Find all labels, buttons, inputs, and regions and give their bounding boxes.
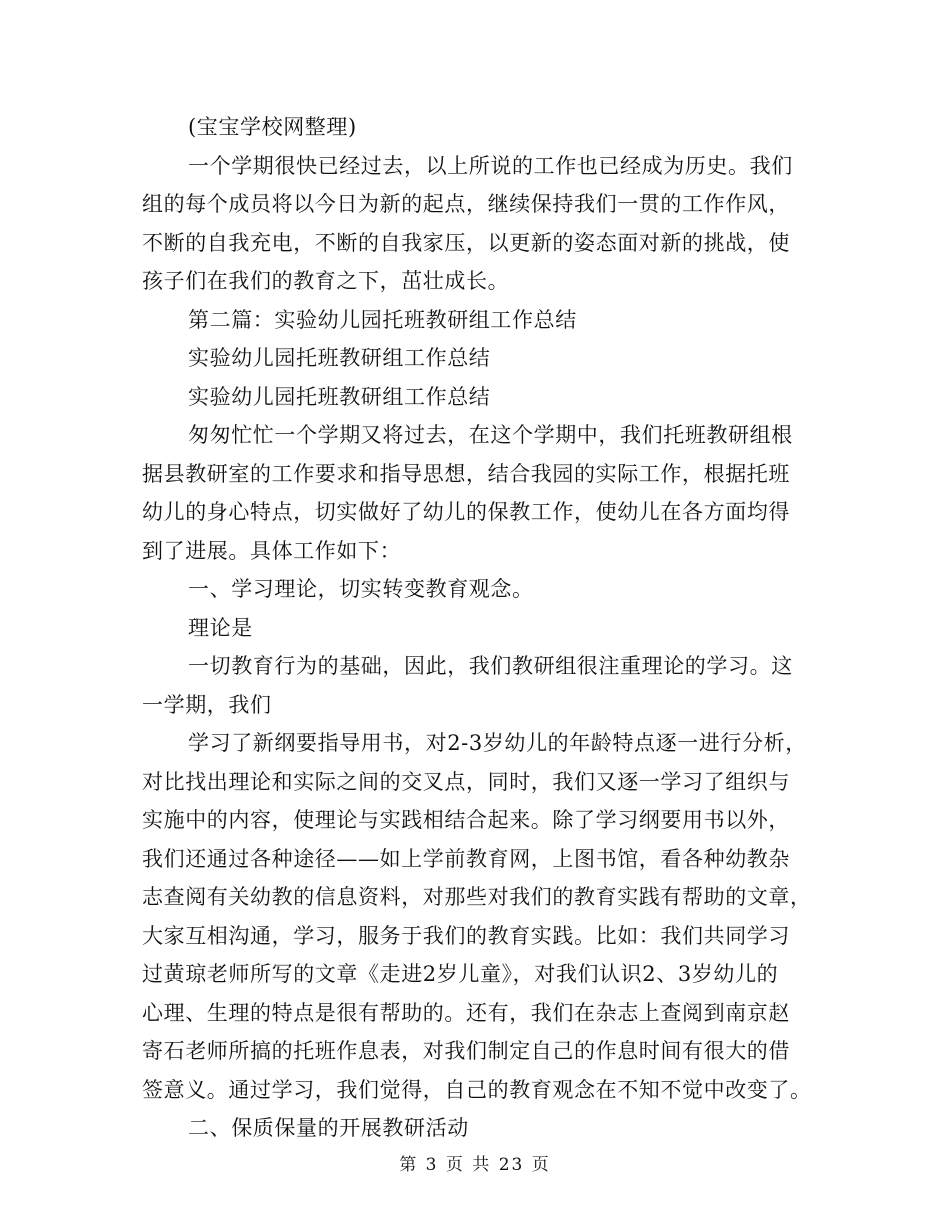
text-line: 签意义。通过学习，我们觉得，自己的教育观念在不知不觉中改变了。: [142, 1077, 812, 1102]
document-body: [142, 108, 812, 1148]
text-line: 实验幼儿园托班教研组工作总结: [188, 346, 491, 370]
text-line: 组的每个成员将以今日为新的起点，继续保持我们一贯的工作作风，: [142, 192, 790, 216]
text-line: 一、学习理论，切实转变教育观念。: [188, 577, 534, 601]
text-line: 据县教研室的工作要求和指导思想，结合我园的实际工作，根据托班: [142, 461, 790, 486]
text-line: 幼儿的身心特点，切实做好了幼儿的保教工作，使幼儿在各方面均得: [142, 500, 790, 524]
page-footer: 第 3 页 共 23 页: [399, 1155, 551, 1175]
text-line: 实验幼儿园托班教研组工作总结: [188, 384, 491, 409]
text-line: 一个学期很快已经过去，以上所说的工作也已经成为历史。我们: [188, 153, 793, 178]
text-line: (宝宝学校网整理): [188, 115, 357, 139]
text-line: 匆匆忙忙一个学期又将过去，在这个学期中，我们托班教研组根: [188, 423, 793, 447]
text-line: 我们还通过各种途径——如上学前教育网，上图书馆，看各种幼教杂: [142, 846, 790, 871]
text-line: 对比找出理论和实际之间的交叉点，同时，我们又逐一学习了组织与: [142, 769, 790, 794]
text-line: 实施中的内容，使理论与实践相结合起来。除了学习纲要用书以外，: [142, 808, 790, 832]
text-line: 心理、生理的特点是很有帮助的。还有，我们在杂志上查阅到南京赵: [142, 1000, 790, 1025]
text-line: 大家互相沟通，学习，服务于我们的教育实践。比如：我们共同学习: [142, 923, 790, 948]
text-line: 一切教育行为的基础，因此，我们教研组很注重理论的学习。这: [188, 654, 793, 678]
text-line: 理论是: [188, 615, 253, 640]
text-line: 寄石老师所搞的托班作息表，对我们制定自己的作息时间有很大的借: [142, 1039, 790, 1063]
text-line: 二、保质保量的开展教研活动: [188, 1116, 469, 1140]
text-line: 孩子们在我们的教育之下，茁壮成长。: [142, 269, 510, 293]
text-line: 学习了新纲要指导用书，对2-3岁幼儿的年龄特点逐一进行分析，: [188, 731, 807, 755]
text-line: 不断的自我充电，不断的自我家压，以更新的姿态面对新的挑战，使: [142, 230, 790, 255]
text-line: 过黄琼老师所写的文章《走进2岁儿童》，对我们认识2、3岁幼儿的: [142, 962, 779, 986]
text-line: 志查阅有关幼教的信息资料，对那些对我们的教育实践有帮助的文章，: [142, 885, 812, 909]
text-line: 第二篇：实验幼儿园托班教研组工作总结: [188, 307, 577, 332]
text-line: 到了进展。具体工作如下：: [142, 538, 402, 563]
text-line: 一学期，我们: [142, 692, 272, 717]
